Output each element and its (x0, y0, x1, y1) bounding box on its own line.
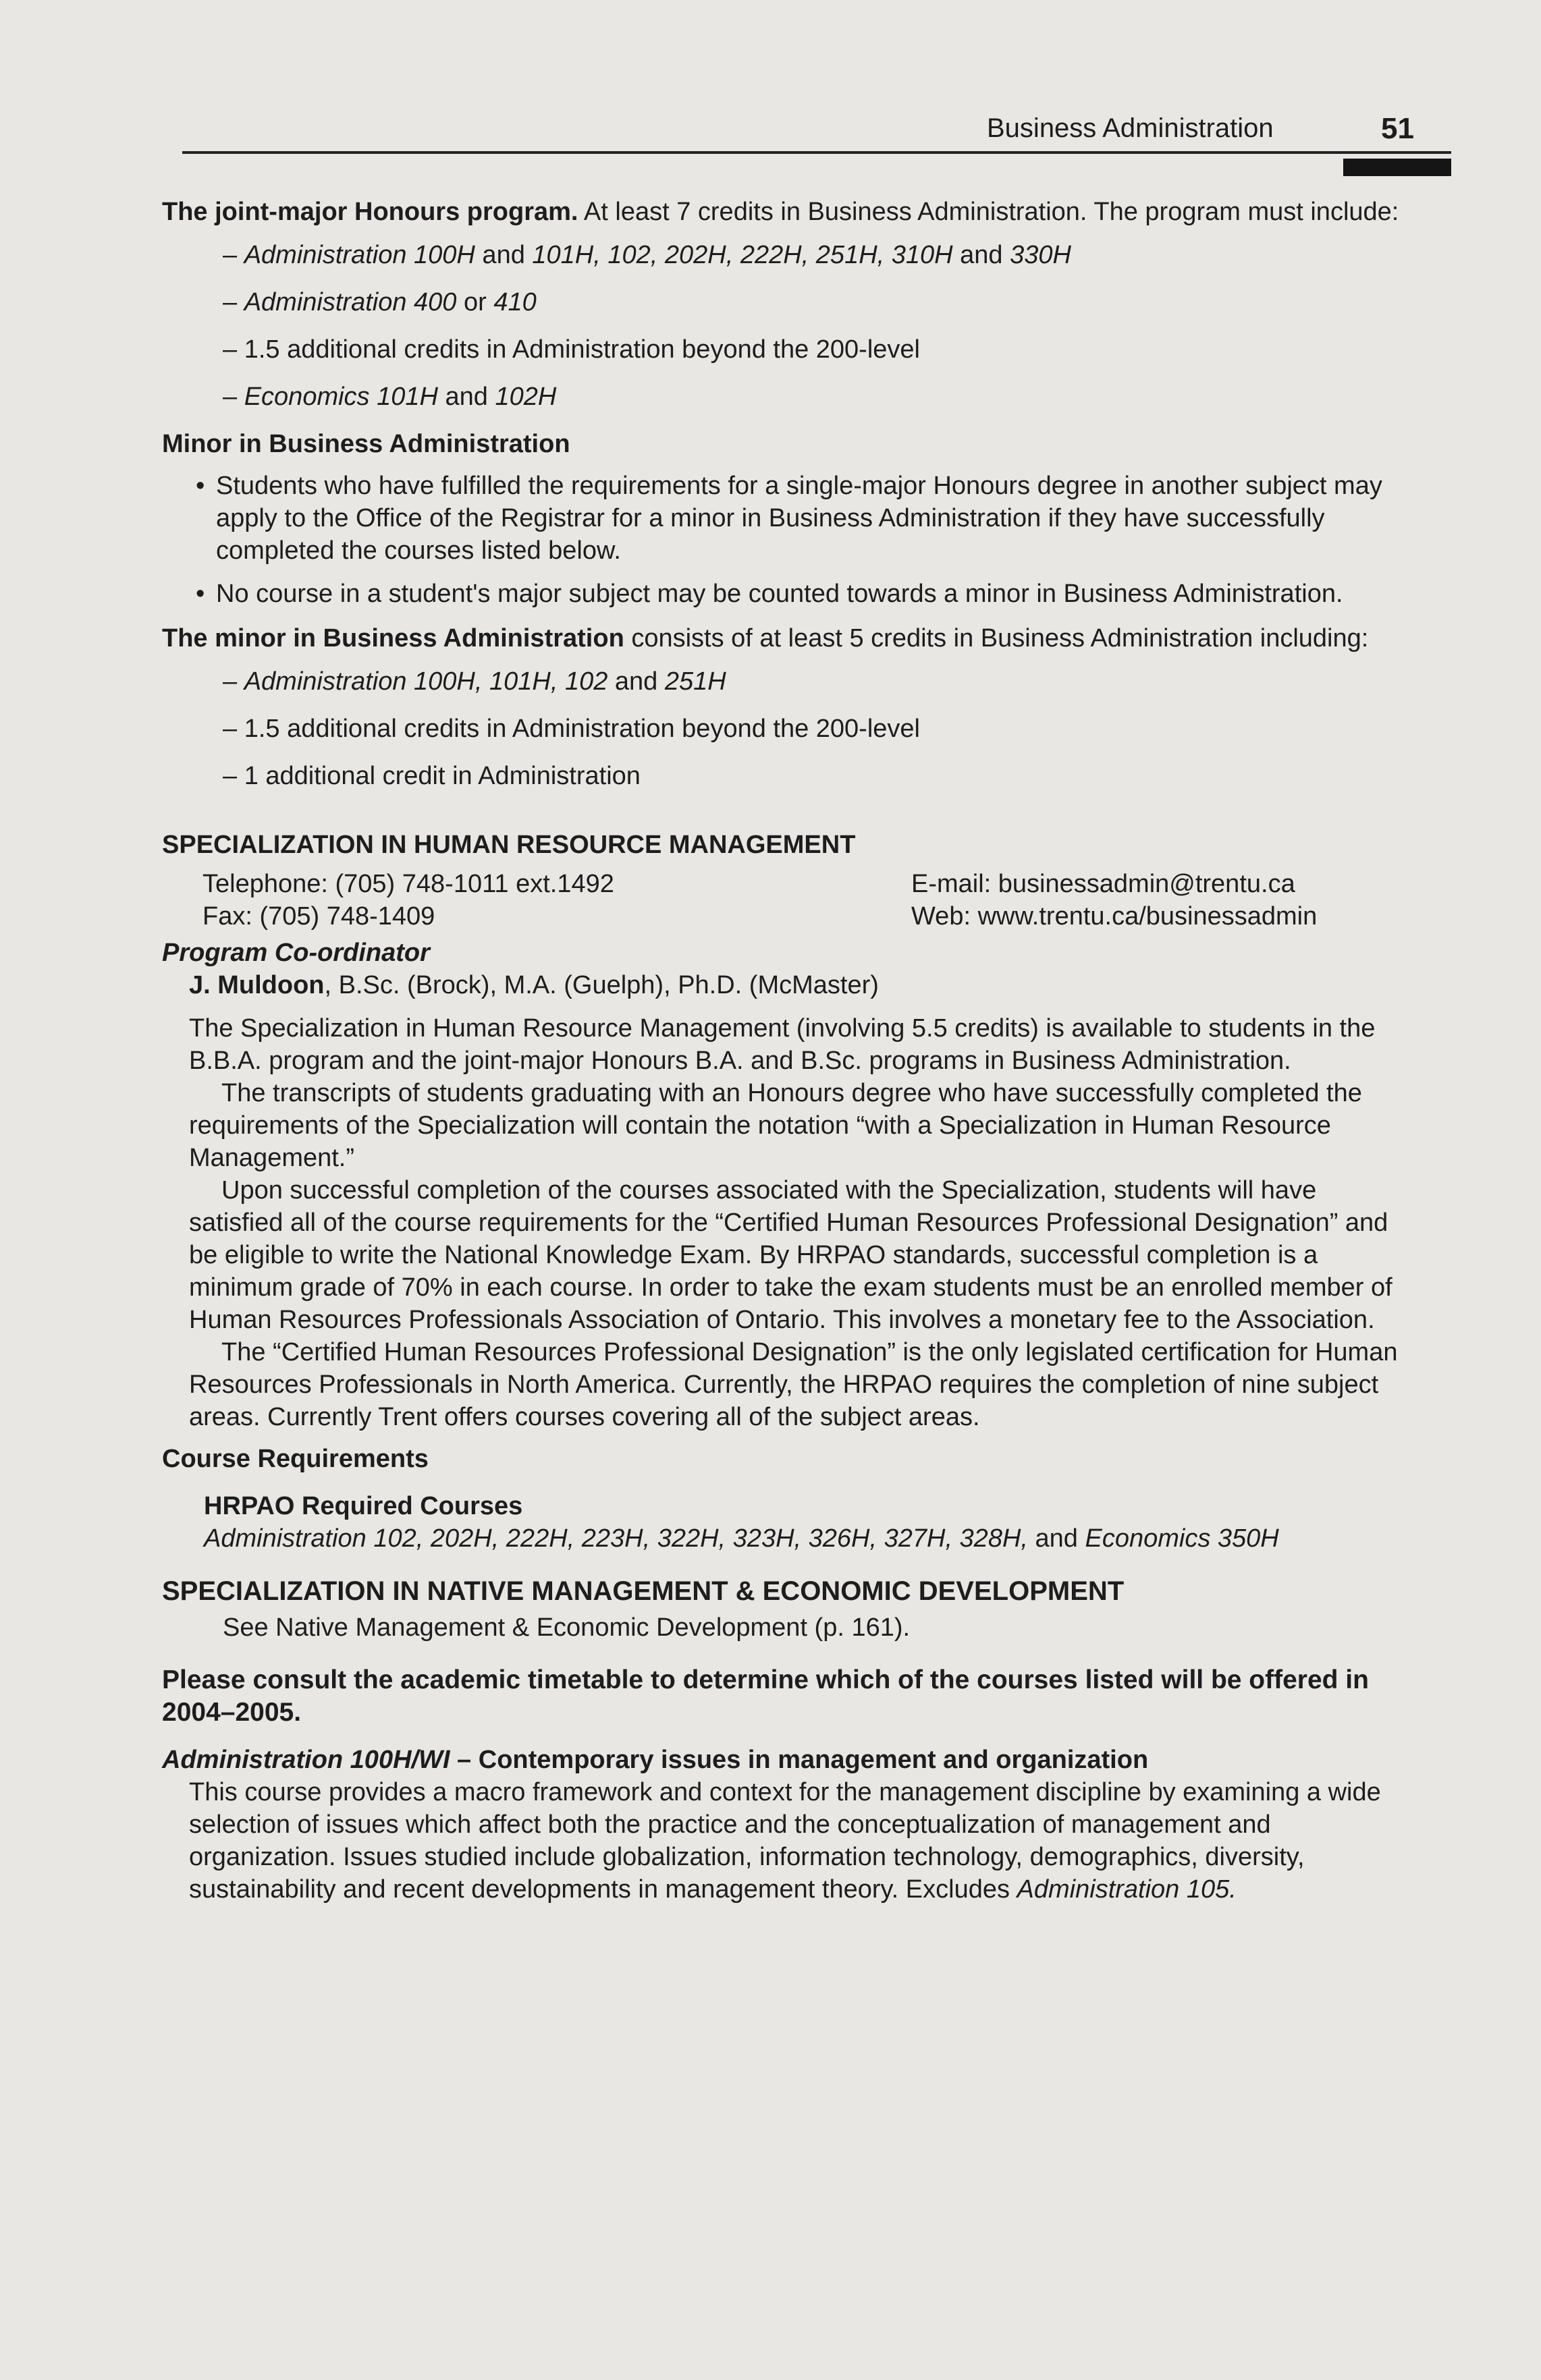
page-content (162, 196, 1411, 1906)
joint-major-intro: The joint-major Honours program. At least 7 credits in Business Administration. The program must include: (162, 198, 1399, 226)
native-section-heading: SPECIALIZATION IN NATIVE MANAGEMENT & ECONOMIC DEVELOPMENT (162, 1576, 1125, 1606)
list-item: • Students who have fulfilled the requirements for a single-major Honours degree in another subject may apply to the Office of the Registrar for a minor in Business Administration if they have successfully completed the courses listed below. (196, 472, 1382, 565)
list-item: – Administration 100H, 101H, 102 and 251H (223, 667, 726, 696)
coordinator-label: Program Co-ordinator (162, 939, 430, 967)
timetable-note: Please consult the academic timetable to determine which of the courses listed will be offered in 2004–2005. (162, 1665, 1369, 1727)
hrpao-heading: HRPAO Required Courses (204, 1492, 523, 1520)
list-item: – 1.5 additional credits in Administration beyond the 200-level (223, 335, 920, 364)
course-requirements-heading: Course Requirements (162, 1445, 429, 1473)
page-number: 51 (1381, 112, 1414, 145)
hrm-description (162, 1012, 1411, 1433)
running-header-title: Business Administration (987, 113, 1274, 143)
course-title: Administration 100H/WI – Contemporary issues in management and organization (162, 1746, 1149, 1774)
coordinator: J. Muldoon, B.Sc. (Brock), M.A. (Guelph), Ph.D. (McMaster) (189, 971, 879, 999)
native-reference: See Native Management & Economic Development (p. 161). (223, 1613, 911, 1642)
minor-requirements (162, 665, 1411, 792)
list-item: – Administration 100H and 101H, 102, 202H, 222H, 251H, 310H and 330H (223, 241, 1071, 269)
telephone: Telephone: (705) 748-1011 ext.1492 (202, 870, 614, 898)
course-description: This course provides a macro framework and context for the management discipline by examining a wide selection of issues which affect both the practice and the conceptualization of management and organization. Issues studied include globalization, information technology, demographics, diversity, sustainability and recent developments in management theory. Excludes Administration 105. (189, 1778, 1381, 1904)
list-item: – 1.5 additional credits in Administration beyond the 200-level (223, 715, 920, 743)
fax: Fax: (705) 748-1409 (202, 902, 435, 931)
email: E-mail: businessadmin@trentu.ca (911, 870, 1295, 898)
contact-info (162, 868, 1411, 933)
list-item: • No course in a student's major subject may be counted towards a minor in Business Administration. (196, 580, 1343, 608)
list-item: – 1 additional credit in Administration (223, 762, 641, 790)
paragraph: The transcripts of students graduating with an Honours degree who have successfully completed the requirements of the Specialization will contain the notation “with a Specialization in Human Resource Management.” (189, 1079, 1362, 1172)
header-rule (182, 151, 1451, 154)
paragraph: Upon successful completion of the courses associated with the Specialization, students will have satisfied all of the course requirements for the “Certified Human Resources Professional Designation” and be eligible to write the National Knowledge Exam. By HRPAO standards, successful completion is a minimum grade of 70% in each course. In order to take the exam students must be an enrolled member of Human Resources Professionals Association of Ontario. This involves a monetary fee to the Association. (189, 1176, 1393, 1334)
hrpao-courses: Administration 102, 202H, 222H, 223H, 322H, 323H, 326H, 327H, 328H, and Economics 350H (204, 1524, 1279, 1553)
list-item: – Administration 400 or 410 (223, 288, 537, 316)
joint-major-requirements (162, 239, 1411, 413)
minor-program-intro: The minor in Business Administration consists of at least 5 credits in Business Administration including: (162, 624, 1369, 653)
list-item: – Economics 101H and 102H (223, 383, 557, 411)
paragraph: The “Certified Human Resources Professional Designation” is the only legislated certification for Human Resources Professionals in North America. Currently, the HRPAO requires the completion of nine subject areas. Currently Trent offers courses covering all of the subject areas. (189, 1338, 1398, 1431)
paragraph: The Specialization in Human Resource Management (involving 5.5 credits) is available to students in the B.B.A. program and the joint-major Honours B.A. and B.Sc. programs in Business Administration. (189, 1014, 1376, 1075)
header-bar-decoration (1343, 159, 1451, 176)
hrm-section-heading: SPECIALIZATION IN HUMAN RESOURCE MANAGEMENT (162, 831, 856, 859)
web-address: Web: www.trentu.ca/businessadmin (911, 902, 1318, 931)
minor-heading: Minor in Business Administration (162, 430, 570, 458)
